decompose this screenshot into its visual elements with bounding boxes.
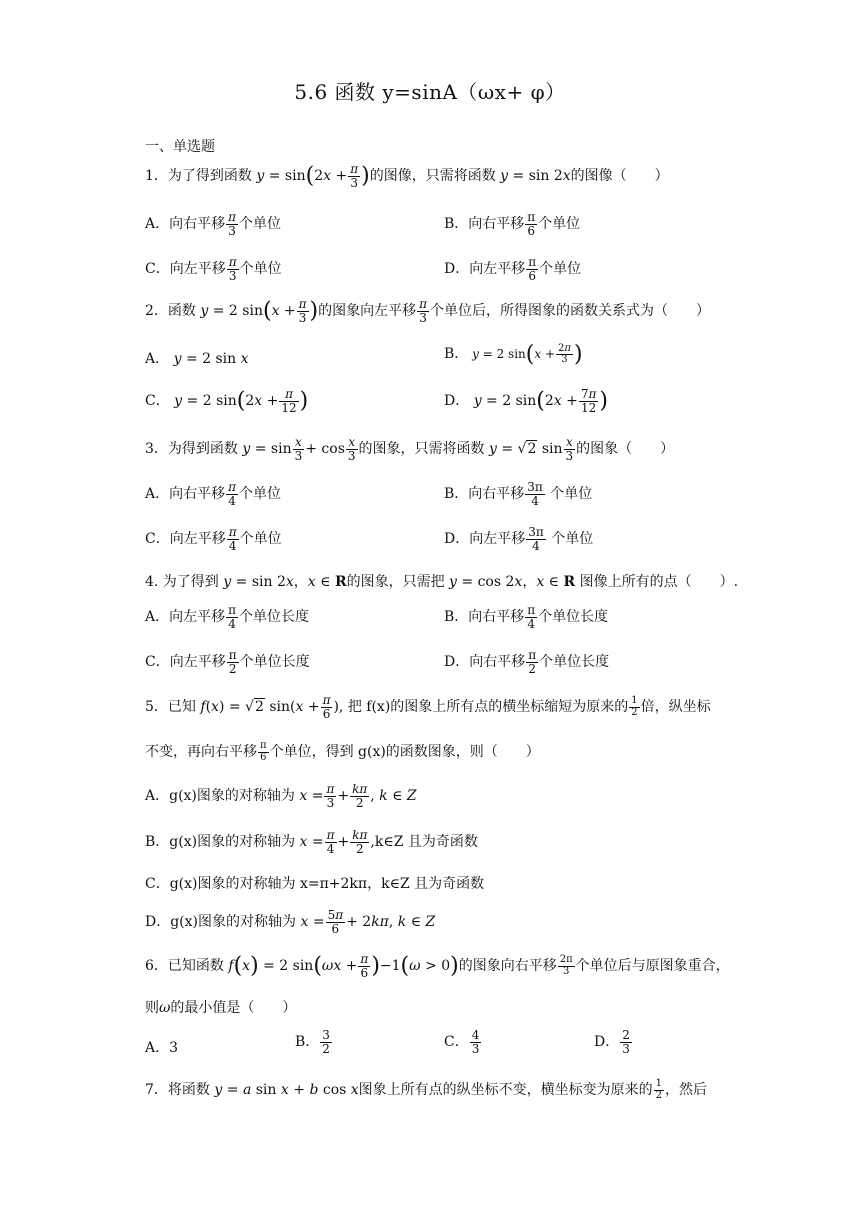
- q2-option-d[interactable]: D． y = 2 sin(2x + $\frac{7\pi}{12}$ ): [444, 387, 609, 415]
- q3-option-a[interactable]: A．向右平移 $\frac{\pi}{4}$ 个单位: [145, 480, 282, 508]
- q3-option-b[interactable]: B．向右平移 $\frac{3\pi}{4}$ 个单位: [444, 480, 593, 508]
- q6-option-a[interactable]: A．3: [145, 1040, 179, 1056]
- question-6-cont: 则ω的最小值是（ ）: [145, 1000, 297, 1016]
- q3-option-d[interactable]: D．向左平移 $\frac{3\pi}{4}$ 个单位: [444, 525, 594, 553]
- q2-option-b[interactable]: B． y = 2 sin(x + $\frac{2\pi}{3}$ ): [444, 342, 583, 367]
- q5-option-a[interactable]: A．g(x)图象的对称轴为 x = $\frac{\pi}{3}$ + $\frac{k\pi}{2}$ , k ∈ Z: [145, 782, 417, 810]
- q2-option-c[interactable]: C． y = 2 sin(2x + $\frac{\pi}{12}$ ): [145, 387, 309, 415]
- question-1: 1．为了得到函数 y = sin(2x + $\frac{\pi}{3}$ )的图像，只需将函数 y = sin 2x的图像（ ）: [145, 162, 669, 190]
- q1-option-a[interactable]: A．向右平移 $\frac{\pi}{3}$ 个单位: [145, 210, 282, 238]
- q6-option-c[interactable]: C． $\frac{4}{3}$: [444, 1028, 480, 1056]
- q4-option-d[interactable]: D．向右平移 $\frac{\pi}{2}$ 个单位长度: [444, 648, 610, 676]
- q1-option-c[interactable]: C．向左平移 $\frac{\pi}{3}$ 个单位: [145, 255, 282, 283]
- q4-option-c[interactable]: C．向左平移 $\frac{\pi}{2}$ 个单位长度: [145, 648, 310, 676]
- question-6: 6．已知函数 f(x) = 2 sin(ωx + $\frac{\pi}{6}$ )−1(ω > 0)的图象向右平移 $\frac{2\pi}{3}$ 个单位后与原图象重合，: [145, 952, 730, 980]
- question-5-cont: 不变，再向右平移 $\frac{\pi}{6}$ 个单位，得到 g(x)的函数图象，则（ ）: [145, 740, 540, 763]
- q3-option-c[interactable]: C．向左平移 $\frac{\pi}{4}$ 个单位: [145, 525, 282, 553]
- section-heading: 一、单选题: [145, 139, 215, 155]
- q5-option-d[interactable]: D．g(x)图象的对称轴为 x = $\frac{5\pi}{6}$ + 2kπ, k ∈ Z: [145, 908, 436, 936]
- q1-option-b[interactable]: B．向右平移 $\frac{\pi}{6}$ 个单位: [444, 210, 581, 238]
- q5-option-b[interactable]: B．g(x)图象的对称轴为 x = $\frac{\pi}{4}$ + $\frac{k\pi}{2}$ ,k∈Z 且为奇函数: [145, 828, 478, 856]
- q1-option-d[interactable]: D．向左平移 $\frac{\pi}{6}$ 个单位: [444, 255, 582, 283]
- question-2: 2．函数 y = 2 sin(x + $\frac{\pi}{3}$ )的图象向左平移 $\frac{\pi}{3}$ 个单位后，所得图象的函数关系式为（ ）: [145, 297, 711, 325]
- question-5: 5．已知 f(x) = √2 sin(x + $\frac{\pi}{6}$ ), 把 f(x)的图象上所有点的横坐标缩短为原来的 $\frac{1}{2}$ 倍，纵坐标: [145, 693, 711, 721]
- q6-option-b[interactable]: B． $\frac{3}{2}$: [295, 1028, 330, 1056]
- question-7: 7．将函数 y = a sin x + b cos x图象上所有点的纵坐标不变，横坐标变为原来的 $\frac{1}{2}$ ，然后: [145, 1078, 708, 1101]
- question-4: 4. 为了得到 y = sin 2x，x ∈ R的图象，只需把 y = cos 2x，x ∈ R 图像上所有的点（ ）.: [145, 574, 739, 590]
- q6-option-d[interactable]: D． $\frac{2}{3}$: [594, 1028, 630, 1056]
- q2-option-a[interactable]: A． y = 2 sin x: [145, 351, 249, 367]
- page-title: 5.6 函数 y=sinA（ωx+ φ）: [294, 80, 566, 104]
- question-3: 3．为得到函数 y = sin $\frac{x}{3}$ + cos $\frac{x}{3}$ 的图象，只需将函数 y = √2 sin $\frac{x}{3}$ 的图象（ ）: [145, 435, 675, 463]
- q4-option-b[interactable]: B．向右平移 $\frac{\pi}{4}$ 个单位长度: [444, 603, 609, 631]
- q5-option-c[interactable]: C．g(x)图象的对称轴为 x=π+2kπ，k∈Z 且为奇函数: [145, 876, 485, 892]
- q4-option-a[interactable]: A．向左平移 $\frac{\pi}{4}$ 个单位长度: [145, 603, 310, 631]
